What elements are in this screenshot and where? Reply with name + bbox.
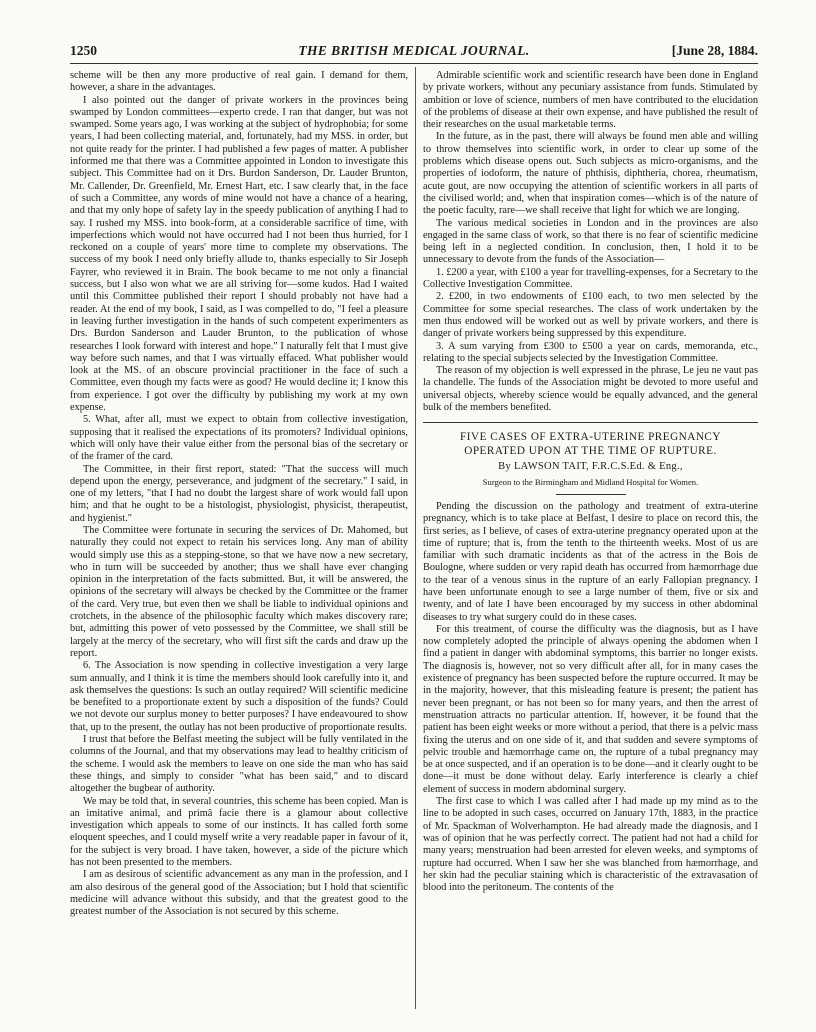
article-paragraph: Pending the discussion on the pathology and treatment of extra-uterine pregnancy, which is to take place at Belfast, I desire to place on record this, the first series, as I believe, of cases of extra-uterine pregnancy operated upon at the time of rupture; that is, from the tenth to the thirteenth weeks. Most of us are familiar with such dramatic incidents as that of the actress in the Bois de Boulogne, where sudden or very rapid death has occurred from hæmorrhage due to the tear of a venous sinus in the rupture of an early Fallopian pregnancy. I have been unfortunate enough to see a large number of them, five or six and twenty, and of late I have been encouraged by my success in other abdominal diseases to try what surgery could do in these cases. — [423, 500, 758, 623]
right-paragraph: In the future, as in the past, there will always be found men able and willing to throw themselves into scientific work, in order to clear up some of the problems which disease opens out. Such subjects as micro-organisms, and the properties of iodoform, the nature of phthisis, diphtheria, chorea, rheumatism, acute gout, are now occupying the attention of scientific workers in all parts of the civilised world; and, when that inspiration comes—which is of the nature of the poetic faculty, rare—we shall receive that light for which we are longing. — [423, 131, 758, 217]
article-paragraph: For this treatment, of course the difficulty was the diagnosis, but as I have now completely adopted the principle of always opening the abdomen when I find a patient in danger with abdominal symptoms, this barrier no longer exists. The diagnosis is, however, not so very difficult after all, for in many cases the existence of pregnancy has been suspected before the rupture occurred. It may be in the majority, however, that this misleading feature is present; the patient has never been pregnant, or has not been so for many years, and then the arrest of menstruation attracts no particular attention. If, however, it be found that the patient has been eight weeks or more without a period, that there is a pelvic mass fixing the uterus and on one side of it, and that sudden and severe symptoms of pelvic trouble and hæmorrhage came on, the rupture of a tubal pregnancy may be at once suspected, and if an operation is to be done—and it clearly ought to be done—it must be done without delay. Early interference is clearly a chief element of success in modern abdominal surgery. — [423, 623, 758, 795]
header-rule — [70, 63, 758, 64]
left-paragraph: I am as desirous of scientific advancement as any man in the profession, and I am also desirous of the general good of the Association; but I hold that scientific medicine will advance without this subsidy, and that the greatest good to the greatest number of the Association is not secured by this scheme. — [70, 869, 408, 918]
article-byline: By LAWSON TAIT, F.R.C.S.Ed. & Eng., — [498, 461, 683, 473]
byline-separator — [556, 494, 626, 495]
right-paragraph: Admirable scientific work and scientific research have been done in England by private workers, without any pecuniary assistance from funds. Stimulated by ambition or love of science, numbers of men have contributed to the elucidation of the problems of disease at their own expense, and have published the result of their researches on the usual marketable terms. — [423, 70, 758, 131]
article-affiliation: Surgeon to the Birmingham and Midland Hospital for Women. — [482, 476, 699, 487]
left-column — [70, 70, 408, 1008]
left-paragraph: 5. What, after all, must we expect to obtain from collective investigation, supposing that it realised the expectations of its promoters? Individual opinions, which will only have their value either from the personal bias of the secretary or of the framer of the card. — [70, 414, 408, 463]
right-paragraph: The various medical societies in London and in the provinces are also engaged in the same class of work, so that there is no fear of scientific medicine being left in a neglected condition. In conclusion, then, I hold it to be unnecessary to devote from the funds of the Association— — [423, 217, 758, 266]
article-title — [423, 431, 758, 458]
journal-title: THE BRITISH MEDICAL JOURNAL. — [298, 43, 530, 58]
column-rule — [415, 67, 416, 1009]
left-paragraph: I also pointed out the danger of private workers in the provinces being swamped by London committees—experto crede. I ran that danger, but was not swamped. Some years ago, I was working at the subject of hydrophobia; for some years, I had been collecting material, and, fortunately, had my MSS. in order, but not quite ready for the printer. I had published a few pages of matter. A publisher informed me that there was a Committee appointed in London to investigate this subject. This Committee had on it Drs. Burdon Sanderson, Dr. Lauder Brunton, Mr. Callender, Dr. Greenfield, Mr. Ernest Hart, etc. I saw clearly that, in the face of such a Committee, any words of mine would not have a chance of a hearing, and that my only hope of safety lay in the speedy publication of anything I had to say. I rushed my MSS. into book-form, at a considerable sacrifice of time, with imperfections which would not have occurred had I not been thus hurried, for I reckoned on a couple of years' more time to complete my observations. The success of my book I need only briefly allude to, thanks especially to Sir Joseph Fayrer, who reviewed it in Brain. The book became to me not only a financial success, but I also won what we are all striving for—some kudos. Had I waited until this Committee published their report I should probably not have had a reader. At the end of my book, I said, as I was compelled to do, "I feel a pleasure in leaving further investigation in the hands of such competent experimenters as Drs. Burdon Sanderson and Lauder Brunton, to the publication of whose researches I look forward with interest and hope." I naturally felt that I must give way before such names, and that I was virtually effaced. What publisher would look at the MS. of an obscure provincial practitioner in the face of such a Committee, even though my facts were as good? He would decline it; I know this from experience. I got over the difficulty by publishing my work at my own expense. — [70, 94, 408, 414]
left-paragraph: I trust that before the Belfast meeting the subject will be fully ventilated in the columns of the Journal, and that my observations may lead to healthy criticism of the scheme. I would ask the members to leave on one side the man who has said these things, and simply to consider "what has been said," and to discard altogether the bugbear of authority. — [70, 734, 408, 795]
page-number: 1250 — [70, 43, 97, 58]
page-header — [70, 43, 758, 63]
right-column — [423, 70, 758, 1008]
right-list-item: 3. A sum varying from £300 to £500 a year on cards, memoranda, etc., relating to the special subjects selected by the Investigation Committee. — [423, 340, 758, 364]
right-list-item: 1. £200 a year, with £100 a year for travelling-expenses, for a Secretary to the Collective Investigation Committee. — [423, 266, 758, 291]
article-separator — [423, 422, 758, 423]
right-paragraph: The reason of my objection is well expressed in the phrase, Le jeu ne vaut pas la chandelle. The funds of the Association might be devoted to more useful and universal objects, whereby science would be equally advanced, and the general bulk of the members benefited. — [423, 365, 758, 414]
left-paragraph: The Committee, in their first report, stated: "That the success will much depend upon the energy, perseverance, and judgment of the secretary." I said, in one of my letters, "that I had no doubt the largest share of work would fall upon him; and that he ought to be a histologist, physiologist, physicist, therapeutist, and hygienist." — [70, 463, 408, 524]
right-list-item: 2. £200, in two endowments of £100 each, to two men selected by the Committee for some special researches. The class of work undertaken by the men thus endowed will be worked out as well by private workers, and there is danger of private workers being suppressed by this expenditure. — [423, 291, 758, 340]
article-title-line: OPERATED UPON AT THE TIME OF RUPTURE. — [464, 444, 717, 457]
article-title-line: FIVE CASES OF EXTRA-UTERINE PREGNANCY — [460, 431, 721, 444]
left-paragraph: scheme will be then any more productive of real gain. I demand for them, however, a share in the advantages. — [70, 70, 408, 94]
left-paragraph: The Committee were fortunate in securing the services of Dr. Mahomed, but naturally they could not expect to retain his services long. Any man of ability would simply use this as a stepping-stone, so that we have now a new secretary, who in turn will be succeeded by another; thus we shall have ever changing opinion in the interpretation of the facts submitted. But, it will be answered, the opinions of the secretary will always be checked by the Committee or the framer of the card. Very true, but even then we shall be liable to individual opinions and crotchets, in the absence of the philosophic faculty which makes discovery rare; but, admitting this power of veto possessed by the Committee, we shall still be largely at the mercy of the secretary, who will first sift the cards and draw up the report. — [70, 524, 408, 659]
left-paragraph: We may be told that, in several countries, this scheme has been copied. Man is an imitative animal, and primâ facie there is a glamour about collective investigation which appeals to some of our instincts. It has called forth some eloquent speeches, and I could myself write a very readable paper in favour of it, for the subject is very broad. I have taken, however, a side of the picture which has not been presented to the members. — [70, 795, 408, 868]
left-paragraph: 6. The Association is now spending in collective investigation a very large sum annually, and I think it is time the members should look carefully into it, and ask themselves the questions: Is such an outlay required? Will scientific medicine be benefited to a proportionate extent by such a disposition of the funds? Could we not devote our surplus money to better purposes? I have endeavoured to show that, up to the present, the outlay has not been productive of proportionate results. — [70, 660, 408, 733]
issue-date: [June 28, 1884. — [671, 43, 758, 58]
article-paragraph: The first case to which I was called after I had made up my mind as to the line to be adopted in such cases, occurred on January 17th, 1883, in the practice of Mr. Spackman of Wolverhampton. He had already made the diagnosis, and I was of opinion that he was perfectly correct. The patient had not had a child for many years; menstruation had been arrested for eleven weeks, and symptoms of rupture had occurred. When I saw her she was blanched from hæmorrhage, and her skin had the peculiar staining which is characteristic of the extravasation of blood into the peritoneum. The contents of the — [423, 796, 758, 894]
